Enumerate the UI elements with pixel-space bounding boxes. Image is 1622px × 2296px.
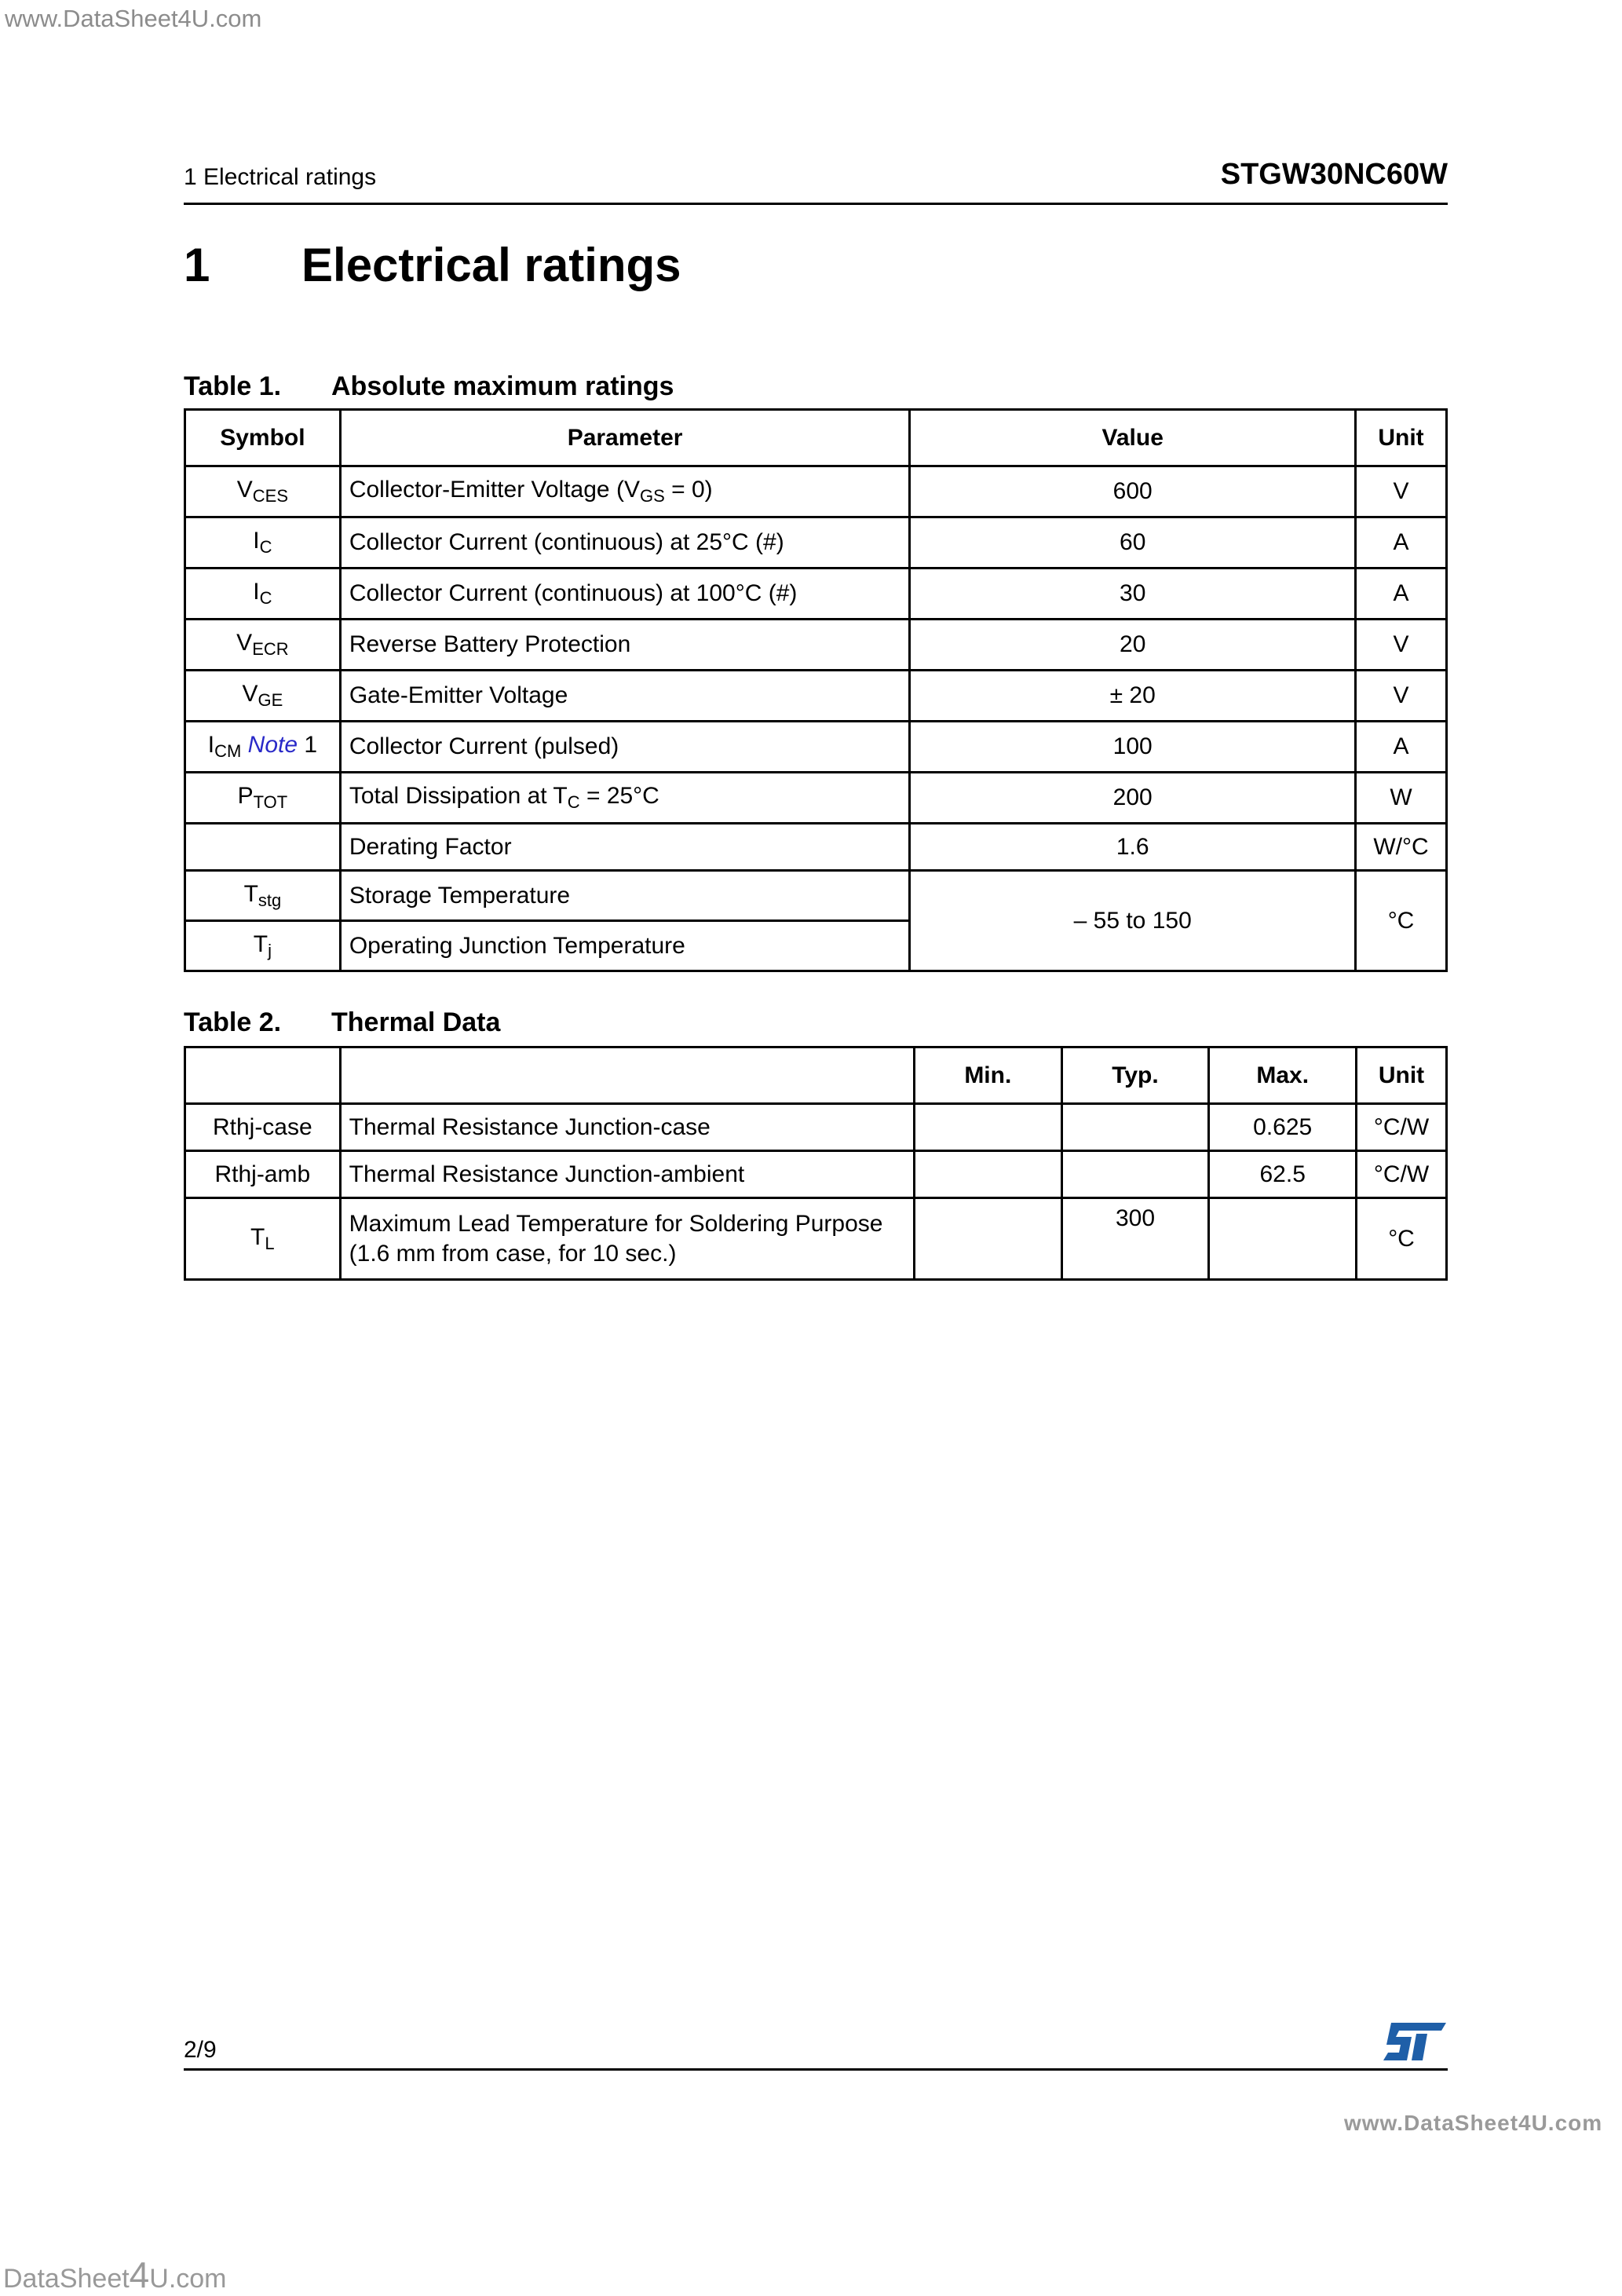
table-row [185,517,1447,569]
symbol: V [236,630,253,656]
page-number: 2/9 [184,2037,217,2063]
table-row [185,1151,1447,1198]
parameter: Operating Junction Temperature [340,921,910,971]
parameter-tail: = 0) [664,477,713,503]
table-row [185,1104,1447,1151]
unit: A [1356,722,1447,773]
value: – 55 to 150 [910,871,1356,971]
watermark-top: www.DataSheet4U.com [5,5,262,32]
col-parameter-empty [340,1047,914,1104]
unit: °C/W [1357,1151,1447,1198]
table-row [185,671,1447,722]
parameter: Gate-Emitter Voltage [340,671,910,722]
absolute-max-ratings-table [184,408,1448,972]
col-unit: Unit [1357,1047,1447,1104]
symbol-sub: L [265,1233,275,1253]
symbol: I [253,528,260,554]
note-number: 1 [298,732,318,758]
unit: °C [1356,871,1447,971]
table-row [185,1198,1447,1280]
symbol: I [207,732,215,758]
symbol: V [242,681,258,707]
col-value: Value [910,410,1356,466]
unit: A [1356,569,1447,620]
table-header-row [185,1047,1447,1104]
col-parameter: Parameter [340,410,910,466]
unit: W/°C [1356,824,1447,871]
symbol-sub: C [259,588,272,608]
symbol: Rthj-amb [185,1151,341,1198]
parameter: Total Dissipation at T [349,783,568,809]
parameter: Collector-Emitter Voltage (V [349,477,640,503]
symbol-empty [185,824,341,871]
value: 60 [910,517,1356,569]
unit: V [1356,671,1447,722]
symbol: T [250,1223,265,1250]
section-heading [184,238,681,292]
parameter: Collector Current (continuous) at 100°C (#) [340,569,910,620]
symbol: T [253,930,269,957]
value: 200 [910,773,1356,824]
col-symbol-empty [185,1047,341,1104]
unit: °C/W [1357,1104,1447,1151]
symbol: I [253,579,260,605]
header-part-number: STGW30NC60W [1220,158,1448,191]
symbol-sub: j [268,940,272,960]
table-row [185,871,1447,921]
st-logo-icon [1380,2020,1448,2067]
col-min: Min. [914,1047,1061,1104]
header-rule [184,203,1448,205]
symbol-sub: CES [252,486,289,506]
table-row [185,620,1447,671]
watermark-bottom-b: 4 [129,2254,150,2295]
parameter: Derating Factor [340,824,910,871]
unit: V [1356,620,1447,671]
unit: V [1356,466,1447,517]
unit: °C [1357,1198,1447,1280]
parameter: Collector Current (continuous) at 25°C (#) [340,517,910,569]
watermark-right: www.DataSheet4U.com [1344,2111,1603,2135]
table2-label: Table 2. [184,1007,282,1037]
table-row [185,824,1447,871]
parameter: Thermal Resistance Junction-ambient [340,1151,914,1198]
parameter: Collector Current (pulsed) [340,722,910,773]
table-row [185,569,1447,620]
col-typ: Typ. [1061,1047,1209,1104]
parameter: Thermal Resistance Junction-case [340,1104,914,1151]
parameter-tail: = 25°C [579,783,659,809]
typ: 300 [1061,1198,1209,1280]
header-section-title: 1 Electrical ratings [184,164,377,190]
min [914,1104,1061,1151]
symbol-sub: CM [214,741,242,761]
max [1209,1198,1357,1280]
col-symbol: Symbol [185,410,341,466]
max: 0.625 [1209,1104,1357,1151]
value: 100 [910,722,1356,773]
symbol-sub: C [259,537,272,557]
symbol-sub: TOT [253,792,288,812]
table-header-row [185,410,1447,466]
parameter: Storage Temperature [340,871,910,921]
watermark-bottom-c: U.com [149,2264,227,2294]
value: 30 [910,569,1356,620]
min [914,1198,1061,1280]
value: 1.6 [910,824,1356,871]
parameter-line2: (1.6 mm from case, for 10 sec.) [349,1240,677,1267]
watermark-bottom [3,2254,227,2296]
symbol-sub: ECR [252,639,289,659]
symbol: P [237,783,254,809]
symbol-sub: GE [258,690,283,710]
unit: W [1356,773,1447,824]
parameter-sub: C [567,792,580,812]
unit: A [1356,517,1447,569]
symbol: V [236,477,253,503]
parameter: Reverse Battery Protection [340,620,910,671]
table1-label: Table 1. [184,371,282,401]
table-row [185,466,1447,517]
section-title: Electrical ratings [301,239,681,291]
symbol-sub: stg [258,890,282,910]
col-unit: Unit [1356,410,1447,466]
table1-caption [184,371,674,402]
table-row [185,722,1447,773]
value: 600 [910,466,1356,517]
note-link[interactable]: Note [247,732,298,758]
typ [1061,1151,1209,1198]
max: 62.5 [1209,1151,1357,1198]
value: 20 [910,620,1356,671]
section-number: 1 [184,239,210,291]
table2-title: Thermal Data [331,1007,501,1037]
value: ± 20 [910,671,1356,722]
min [914,1151,1061,1198]
symbol: Rthj-case [185,1104,341,1151]
thermal-data-table [184,1046,1448,1281]
table1-title: Absolute maximum ratings [331,371,674,401]
parameter-sub: GS [639,486,665,506]
parameter: Maximum Lead Temperature for Soldering Purpose [349,1210,883,1237]
col-max: Max. [1209,1047,1357,1104]
symbol: T [243,880,258,907]
watermark-bottom-a: DataSheet [3,2264,130,2294]
typ [1061,1104,1209,1151]
table2-caption [184,1007,500,1038]
footer-rule [184,2068,1448,2071]
table-row [185,773,1447,824]
